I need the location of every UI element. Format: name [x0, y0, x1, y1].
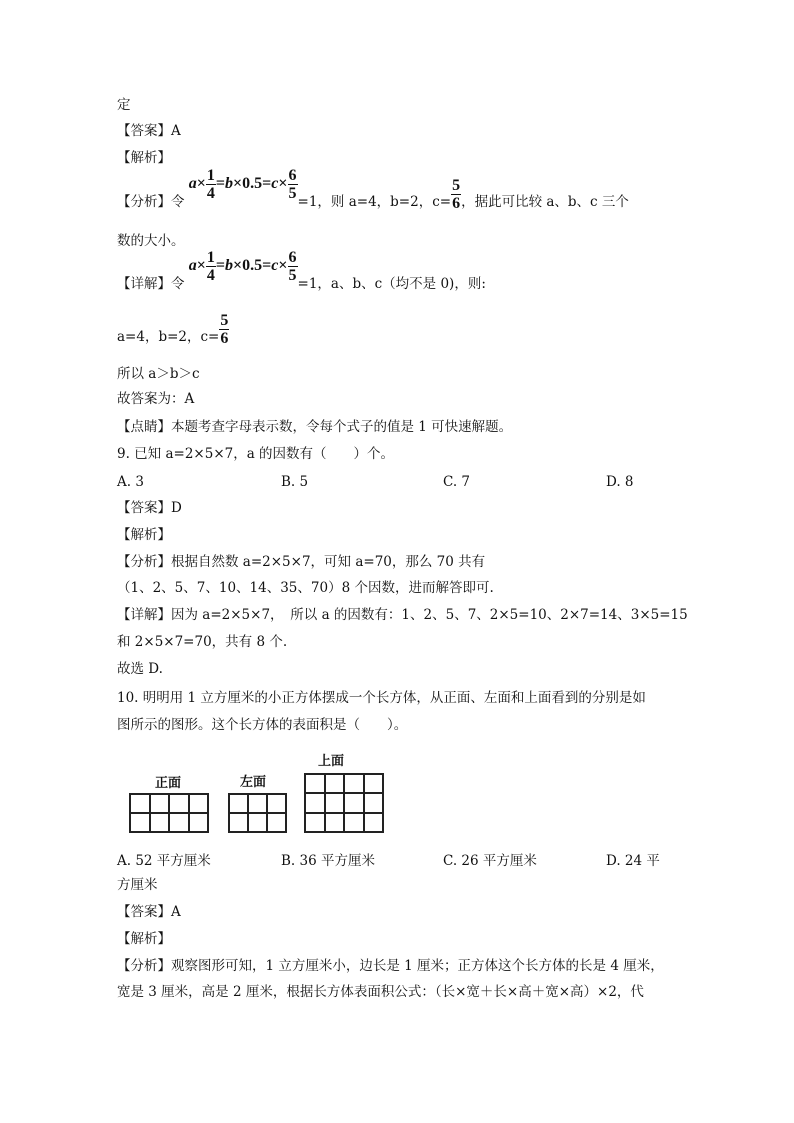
option-b: B. 36 平方厘米 — [281, 853, 375, 869]
option-b: B. 5 — [281, 474, 309, 490]
text: ，据此可比较 a、b、c 三个 — [461, 194, 629, 210]
text-line: 方厘米 — [117, 877, 158, 893]
text-line: 宽是 3 厘米，高是 2 厘米，根据长方体表面积公式：（长×宽＋长×高＋宽×高）×2，代 — [117, 984, 644, 1000]
fraction: $\frac{5}{6}$ — [452, 177, 461, 212]
analysis-heading: 【解析】 — [117, 527, 171, 543]
front-view-grid — [129, 793, 209, 833]
option-d: D. 24 平 — [606, 853, 660, 869]
text: 【详解】令 — [117, 276, 185, 292]
text-line: 【详解】因为 a=2×5×7， 所以 a 的因数有：1、2、5、7、2×5=10、2×7=14、3×5=15 — [117, 607, 688, 623]
text: 【分析】令 — [117, 194, 185, 210]
option-a: A. 3 — [117, 474, 144, 490]
answer-label: 【答案】A — [117, 123, 181, 139]
equation: a× $\frac{1}{4}$ =b×0.5=c× $\frac{6}{5}$ — [188, 167, 297, 202]
text-line: 故答案为：A — [117, 391, 195, 407]
text-line: 和 2×5×7=70，共有 8 个. — [117, 634, 288, 650]
top-view-grid — [304, 773, 384, 833]
text-line: （1、2、5、7、10、14、35、70）8 个因数，进而解答即可. — [117, 580, 494, 596]
answer-label: 【答案】A — [117, 904, 181, 920]
text: =1，a、b、c（均不是 0)，则: — [297, 276, 486, 292]
front-view-label: 正面 — [155, 775, 182, 790]
question-10: 10. 明明用 1 立方厘米的小正方体摆成一个长方体，从正面、左面和上面看到的分别是如 — [117, 690, 646, 706]
text-line: 定 — [117, 97, 131, 113]
text-line — [117, 312, 229, 356]
option-d: D. 8 — [606, 474, 634, 490]
text: =1，则 a=4，b=2，c= — [297, 194, 452, 210]
top-view-label: 上面 — [318, 753, 345, 768]
text-line: 【分析】观察图形可知，1 立方厘米小，边长是 1 厘米；正方体这个长方体的长是 4 厘米， — [117, 958, 664, 974]
analysis-heading: 【解析】 — [117, 150, 171, 166]
question-9: 9. 已知 a=2×5×7，a 的因数有（ ）个。 — [117, 446, 395, 462]
text-line: 【分析】根据自然数 a=2×5×7，可知 a=70，那么 70 共有 — [117, 554, 486, 570]
text: a=4，b=2，c= — [117, 329, 220, 345]
option-a: A. 52 平方厘米 — [117, 853, 211, 869]
text-line: 所以 a＞b＞c — [117, 366, 200, 382]
answer-label: 【答案】D — [117, 500, 182, 516]
analysis-heading: 【解析】 — [117, 931, 171, 947]
text-line: 故选 D. — [117, 661, 163, 677]
analysis-line — [117, 167, 629, 221]
detail-line — [117, 249, 486, 303]
option-c: C. 26 平方厘米 — [443, 853, 537, 869]
text-line: 数的大小。 — [117, 233, 185, 249]
fraction: $\frac{5}{6}$ — [220, 312, 229, 347]
text-line: 图所示的图形。这个长方体的表面积是（ ）。 — [117, 717, 408, 733]
left-view-grid — [228, 793, 287, 833]
left-view-label: 左面 — [240, 774, 267, 789]
comment-line: 【点睛】本题考查字母表示数，令每个式子的值是 1 可快速解题。 — [117, 419, 513, 435]
equation: a× $\frac{1}{4}$ =b×0.5=c× $\frac{6}{5}$ — [188, 249, 297, 284]
option-c: C. 7 — [443, 474, 471, 490]
